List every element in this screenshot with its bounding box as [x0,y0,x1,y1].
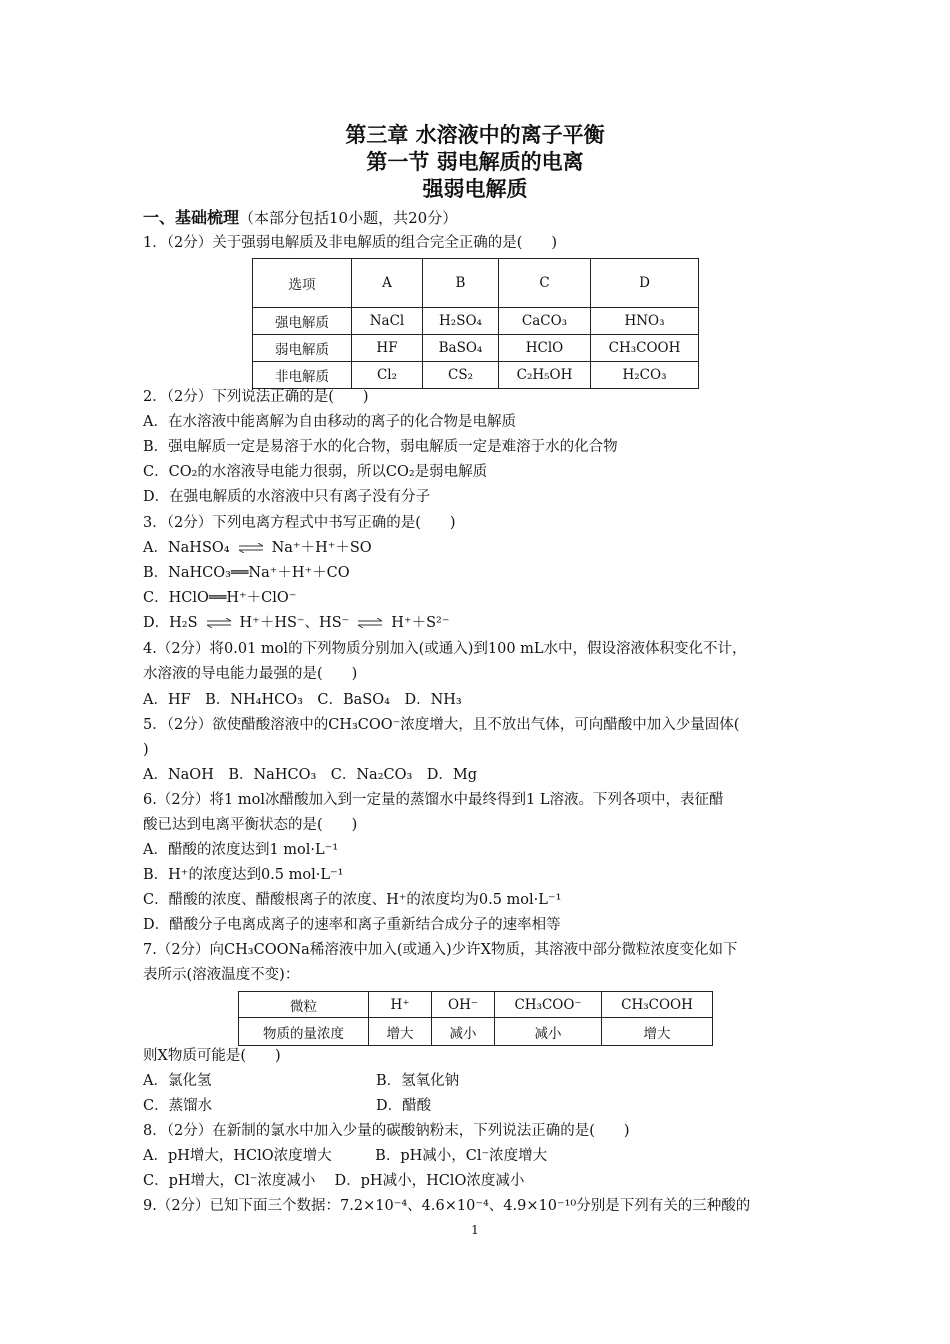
q1-header-cell: 选项 [253,259,352,308]
q3-option-a [143,538,372,558]
q9-line: 9.（2分）已知下面三个数据：7.2×10⁻⁴、4.6×10⁻⁴、4.9×10⁻¹⁰分别是下列有关的三种酸的 [143,1198,751,1214]
q7-table-header-row [239,992,713,1018]
q8-options-ab: A．pH增大，HClO浓度增大 B．pH减小，Cl⁻浓度增大 [143,1148,548,1164]
q1-cell: HNO₃ [591,308,699,335]
q1-table-row [253,335,699,362]
q1-cell: CaCO₃ [499,308,591,335]
topic-title: 强弱电解质 [422,177,528,201]
q7-options-cd [143,1096,431,1116]
q3-option-b: B．NaHCO₃══Na⁺＋H⁺＋CO [143,565,350,581]
q3-option-d [143,613,450,633]
q1-cell: Cl₂ [352,362,423,389]
q1-cell: HClO [499,335,591,362]
q7-after: 则X物质可能是( ) [143,1048,281,1064]
q7-cell: 增大 [602,1018,713,1046]
q1-stem: 1．（2分）关于强弱电解质及非电解质的组合完全正确的是( ) [143,235,558,251]
q1-table-header-row [253,259,699,308]
q2-option: B．强电解质一定是易溶于水的化合物，弱电解质一定是难溶于水的化合物 [143,439,618,455]
q7-line: 表所示(溶液温度不变)： [143,967,300,983]
q1-header-cell: A [352,259,423,308]
q1-cell: BaSO₄ [423,335,499,362]
q4-options: A．HF B．NH₄HCO₃ C．BaSO₄ D．NH₃ [143,692,462,708]
q1-table-row [253,362,699,389]
q7-line: 7.（2分）向CH₃COONa稀溶液中加入(或通入)少许X物质，其溶液中部分微粒浓度变化如下 [143,942,738,958]
q7-option-a: A．氯化氢 [143,1073,212,1089]
q1-cell: H₂SO₄ [423,308,499,335]
q4-line: 4.（2分）将0.01 mol的下列物质分别加入(或通入)到100 mL水中，假设溶液体积变化不计， [143,641,747,657]
page-number: 1 [471,1223,479,1237]
q8-options-cd: C．pH增大，Cl⁻浓度减小 D．pH减小，HClO浓度减小 [143,1173,525,1189]
q7-header-cell: CH₃COO⁻ [495,992,602,1018]
q3-a-left: A．NaHSO₄ [143,540,230,556]
q7-cell: 减小 [495,1018,602,1046]
q3-d-part2: H⁺＋HS⁻、HS⁻ [239,615,350,631]
q1-cell: CH₃COOH [591,335,699,362]
q1-cell: 非电解质 [253,362,352,389]
q7-option-b: B．氢氧化钠 [376,1073,460,1089]
q5-options: A．NaOH B．NaHCO₃ C．Na₂CO₃ D．Mg [143,767,478,783]
q7-header-cell: OH⁻ [432,992,495,1018]
q1-table-row [253,308,699,335]
q3-option-c: C．HClO══H⁺＋ClO⁻ [143,590,297,606]
q7-options-ab [143,1071,459,1091]
q6-option: A．醋酸的浓度达到1 mol·L⁻¹ [143,842,339,858]
q7-table-row [239,1018,713,1046]
section-title: 第一节 弱电解质的电离 [366,150,584,174]
equilibrium-arrow-icon [238,543,264,553]
q1-header-cell: B [423,259,499,308]
q6-option: D．醋酸分子电离成离子的速率和离子重新结合成分子的速率相等 [143,917,561,933]
q3-a-right: Na⁺＋H⁺＋SO [271,540,372,556]
q1-cell: 强电解质 [253,308,352,335]
q7-table [238,991,713,1046]
q1-cell: C₂H₅OH [499,362,591,389]
equilibrium-arrow-icon [357,618,383,628]
q3-d-part3: H⁺＋S²⁻ [391,615,450,631]
chapter-title: 第三章 水溶液中的离子平衡 [345,123,605,147]
equilibrium-arrow-icon [206,618,232,628]
q2-option: A．在水溶液中能离解为自由移动的离子的化合物是电解质 [143,414,516,430]
section-heading-note: （本部分包括10小题，共20分） [239,209,458,227]
q1-cell: 弱电解质 [253,335,352,362]
q1-header-cell: D [591,259,699,308]
q5-line: ) [143,742,149,758]
q2-option: C．CO₂的水溶液导电能力很弱，所以CO₂是弱电解质 [143,464,488,480]
q3-stem: 3．（2分）下列电离方程式中书写正确的是( ) [143,515,456,531]
q6-line: 酸已达到电离平衡状态的是( ) [143,817,358,833]
q6-option: B．H⁺的浓度达到0.5 mol·L⁻¹ [143,867,344,883]
q1-header-cell: C [499,259,591,308]
q7-option-d: D．醋酸 [376,1098,432,1114]
q6-option: C．醋酸的浓度、醋酸根离子的浓度、H⁺的浓度均为0.5 mol·L⁻¹ [143,892,562,908]
q7-header-cell: 微粒 [239,992,369,1018]
q1-cell: H₂CO₃ [591,362,699,389]
q1-cell: HF [352,335,423,362]
q1-cell: CS₂ [423,362,499,389]
q8-stem: 8．（2分）在新制的氯水中加入少量的碳酸钠粉末，下列说法正确的是( ) [143,1123,630,1139]
q4-line: 水溶液的导电能力最强的是( ) [143,666,358,682]
q7-cell: 物质的量浓度 [239,1018,369,1046]
q2-stem: 2．（2分）下列说法正确的是( ) [143,389,369,405]
q3-d-part1: D．H₂S [143,615,198,631]
q7-cell: 减小 [432,1018,495,1046]
q1-cell: NaCl [352,308,423,335]
q1-table [252,258,699,389]
q2-option: D．在强电解质的水溶液中只有离子没有分子 [143,489,431,505]
q6-line: 6.（2分）将1 mol冰醋酸加入到一定量的蒸馏水中最终得到1 L溶液。下列各项中，表征醋 [143,792,724,808]
q5-line: 5．（2分）欲使醋酸溶液中的CH₃COO⁻浓度增大，且不放出气体，可向醋酸中加入少量固体( [143,717,740,733]
q7-option-c: C．蒸馏水 [143,1098,213,1114]
section-heading-label: 一、基础梳理 [143,208,240,227]
q7-cell: 增大 [369,1018,432,1046]
section-heading [143,208,457,229]
q7-header-cell: H⁺ [369,992,432,1018]
q7-header-cell: CH₃COOH [602,992,713,1018]
